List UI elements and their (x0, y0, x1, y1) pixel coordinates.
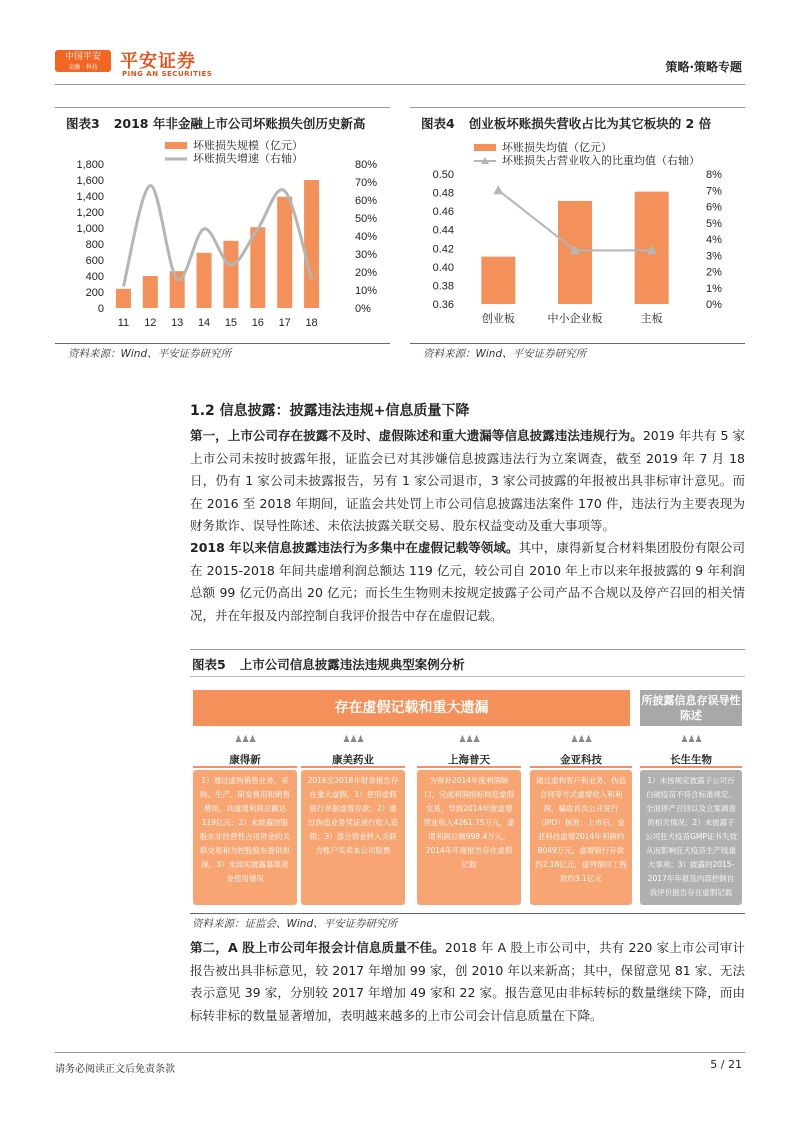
fig4-label: 图表4 (421, 116, 455, 131)
fig3-legend-bar-label: 坏账损失规模（亿元） (193, 140, 303, 152)
fig3-bar (197, 253, 212, 308)
category-misleading (640, 690, 742, 726)
p1-body: 2019 年共有 5 家上市公司未按时披露年报，证监会已对其涉嫌信息披露违法行为立案调查，截至 2019 年 7 月 18 日，仍有 1 家公司未披露报告，另有 1 家公司退市，3 家公司披露的年报被出具非标审计意见。而在 2016 至 2018 年期间，证监会共处罚上市公司信息披露违法案件 170 件，违法行为主要表现为财务欺诈、误导性陈述、未依法披露关联交易、股东权益变动及重大事项等。 (190, 428, 745, 533)
fig3-x-tick-label: 13 (171, 317, 184, 329)
fig3-x-tick-label: 17 (278, 317, 291, 329)
p3-body: 2018 年 A 股上市公司中，共有 220 家上市公司审计报告被出具非标意见，较 2017 年增加 99 家，创 2010 年以来新高；其中，保留意见 81 家、无法表示意见 39 家，分别较 2017 年增加 49 家和 22 家。报告意见由非标转标的数量继续下降，而由标转非标的数量显著增加，表明越来越多的上市公司会计信息质量在下降。 (190, 940, 746, 1023)
fig4-chart (410, 134, 745, 334)
company-logo (55, 50, 111, 72)
fig4-y2-tick-label: 5% (706, 217, 722, 230)
fig5-source: 资料来源：证监会、Wind、平安证券研究所 (192, 918, 398, 930)
fig3-y2-tick-label: 40% (355, 231, 378, 243)
p2-body: 其中，康得新复合材料集团股份有限公司在 2015-2018 年间共虚增利润总额达 119 亿元，较公司自 2010 年上市以来年报披露的 9 年利润总额 99 亿元仍高出 20 亿元；而长生生物则未按规定披露子公司产品不合规以及停产召回的相关情况，并在年报及内部控制自我评价报告中存在虚假记载。 (190, 540, 745, 623)
fig4-bar (481, 257, 515, 304)
company-case-description: 1）通过虚构销售业务、采购、生产、研发费用和销售费用，共虚增利润总额达119亿元；2）未披露控股股东非经营性占用资金的关联交易和为控股股东提供担保；3）未如实披露募集资金使用情况 (193, 770, 297, 905)
logo-subtext: 金融 · 科技 (68, 64, 98, 71)
company-underline (640, 766, 742, 768)
fig3-x-tick-label: 18 (305, 317, 318, 329)
fig3-bar (304, 180, 319, 308)
section-title: 1.2 信息披露：披露违法违规+信息质量下降 (190, 403, 470, 419)
people-icon: ♟♟♟ (570, 735, 592, 745)
fig3-bottom-rule (55, 343, 390, 344)
page-number: 5 / 21 (710, 1058, 742, 1071)
fig3-x-tick-label: 15 (224, 317, 238, 329)
fig3-y-tick-label: 200 (85, 287, 104, 299)
fig4-ratio-marker (493, 185, 503, 194)
fig4-legend-bar-swatch (474, 144, 496, 151)
fig4-y2-tick-label: 0% (706, 299, 722, 311)
company-case-description: 通过虚构客户和业务、伪造合同等方式虚增收入和利润，骗取首次公开发行（IPO）核准；上市后，金亚科技虚增2014年利润约8049万元，虚增银行存款约2.18亿元，虚列预付工程款约3.1亿元 (530, 770, 632, 905)
people-icon: ♟♟♟ (342, 735, 364, 745)
people-icon: ♟♟♟ (680, 735, 702, 745)
fig4-y2-tick-label: 7% (706, 185, 722, 198)
disclaimer-note: 请务必阅读正文后免责条款 (55, 1064, 175, 1075)
fig4-x-tick-label: 中小企业板 (547, 313, 603, 325)
p2-lead: 2018 年以来信息披露违法行为多集中在虚假记载等领域。 (190, 540, 519, 555)
fig3-label: 图表3 (66, 116, 100, 131)
fig3-legend-bar-swatch (165, 142, 187, 149)
fig3-y-tick-label: 1,200 (76, 207, 104, 219)
fig3-bar (116, 289, 131, 308)
company-underline (417, 766, 521, 768)
company-case-description: 1）未按规定披露子公司百白破疫苗不符合标准规定、全面停产召回以及立案调查的相关情况；2）未披露子公司狂犬疫苗GMP证书失效从而影响狂犬疫苗生产线重大事项；3）披露的2015-2017年年报及内部控制自我评价报告存在虚假记载 (640, 770, 742, 905)
category-misleading-label: 所披露信息存误导性陈述 (641, 694, 741, 722)
fig3-y-tick-label: 800 (85, 239, 104, 251)
fig4-y2-tick-label: 6% (706, 201, 722, 214)
fig3-source: 资料来源：Wind、平安证券研究所 (68, 348, 232, 360)
fig3-y-tick-label: 1,600 (76, 175, 104, 187)
fig5-label: 图表5 (192, 657, 226, 672)
fig3-y2-tick-label: 50% (355, 213, 378, 225)
fig4-y-tick-label: 0.44 (432, 224, 454, 237)
fig3-x-tick-label: 11 (117, 317, 130, 329)
paragraph-3 (190, 937, 745, 1027)
report-category: 策略·策略专题 (665, 60, 742, 74)
fig4-y-tick-label: 0.38 (432, 280, 454, 293)
fig4-y2-tick-label: 1% (706, 282, 722, 295)
fig4-y2-tick-label: 3% (706, 250, 722, 263)
fig5-title (192, 655, 465, 673)
fig4-legend-line-label: 坏账损失占营业收入的比重均值（右轴） (502, 155, 700, 167)
fig3-y2-tick-label: 10% (355, 285, 378, 297)
company-underline (193, 766, 297, 768)
fig3-y-tick-label: 1,000 (76, 223, 104, 235)
company-underline (301, 766, 405, 768)
fig4-title-text: 创业板坏账损失营收占比为其它板块的 2 倍 (468, 116, 712, 131)
fig4-y-tick-label: 0.40 (432, 261, 454, 274)
company-name: 金亚科技 (560, 754, 602, 766)
fig4-bottom-rule (410, 343, 745, 344)
fig3-y-tick-label: 1,800 (76, 159, 104, 171)
fig3-y2-tick-label: 60% (355, 195, 378, 207)
footer-divider (55, 1052, 745, 1053)
company-name: 上海普天 (448, 754, 490, 766)
fig4-y-tick-label: 0.42 (432, 243, 454, 256)
company-case-description: 2016至2018年财务报告存在重大虚假，1）使用虚假银行单据虚增存款；2）通过伪造业务凭证进行收入造假；3）部分资金转入关联方账户买卖本公司股票 (301, 770, 405, 905)
header-divider (55, 84, 745, 85)
paragraph-1 (190, 425, 745, 538)
company-underline (530, 766, 632, 768)
fig5-title-text: 上市公司信息披露违法违规典型案例分析 (239, 657, 465, 672)
p1-lead: 第一，上市公司存在披露不及时、虚假陈述和重大遗漏等信息披露违法违规行为。 (190, 428, 643, 443)
fig5-bottom-rule (190, 913, 745, 914)
fig3-chart (55, 134, 395, 334)
fig3-y2-tick-label: 70% (355, 177, 378, 189)
brand-name: 平安证券 (120, 51, 196, 72)
fig4-x-tick-label: 创业板 (481, 313, 515, 325)
category-false-records: 存在虚假记载和重大遗漏 (193, 690, 630, 726)
fig3-x-tick-label: 12 (144, 317, 157, 329)
fig3-legend-line-label: 坏账损失增速（右轴） (193, 153, 303, 165)
fig4-y2-tick-label: 4% (706, 234, 722, 246)
fig4-source: 资料来源：Wind、平安证券研究所 (423, 348, 587, 360)
fig4-y2-tick-label: 8% (706, 169, 722, 181)
fig4-x-tick-label: 主板 (640, 313, 663, 325)
fig3-y2-tick-label: 20% (355, 267, 378, 279)
fig3-bar (143, 276, 158, 308)
people-icon: ♟♟♟ (234, 735, 256, 745)
company-name: 康美药业 (332, 754, 374, 766)
company-name: 康得新 (229, 754, 261, 766)
fig3-y-tick-label: 0 (97, 303, 104, 315)
company-case-description: 为弥补2014年度利润缺口，完成利润指标构造虚假交易，导致2014年度虚增营业收入4261.75万元，虚增利润总额998.4万元。2014年年度报告存在虚假记载 (417, 770, 521, 905)
fig4-y2-tick-label: 2% (706, 266, 722, 279)
paragraph-2 (190, 537, 745, 627)
company-name: 长生生物 (670, 754, 712, 766)
fig3-title-text: 2018 年非金融上市公司坏账损失创历史新高 (113, 116, 366, 131)
p3-lead: 第二，A 股上市公司年报会计信息质量不佳。 (190, 940, 445, 955)
fig4-y-tick-label: 0.36 (432, 299, 454, 311)
fig4-y-tick-label: 0.46 (432, 206, 454, 219)
fig4-title (421, 114, 711, 132)
fig3-bar (277, 197, 292, 308)
logo-text: 中国平安 (64, 52, 101, 62)
fig5-title-rule (190, 676, 745, 677)
fig5-top-rule (190, 649, 745, 650)
fig4-y-tick-label: 0.48 (432, 187, 454, 200)
fig4-y-tick-label: 0.50 (432, 169, 454, 181)
fig3-y2-tick-label: 30% (355, 249, 378, 261)
fig3-y-tick-label: 600 (85, 255, 104, 267)
fig3-y-tick-label: 1,400 (76, 191, 104, 203)
fig3-title (66, 114, 365, 132)
fig3-x-tick-label: 16 (251, 317, 264, 329)
fig3-bar (223, 241, 238, 308)
fig3-y-tick-label: 400 (85, 271, 104, 283)
fig3-top-rule (55, 107, 390, 108)
fig3-y2-tick-label: 80% (355, 159, 378, 171)
fig3-y2-tick-label: 0% (355, 303, 371, 315)
fig4-top-rule (410, 107, 745, 108)
brand-name-en: PING AN SECURITIES (122, 70, 213, 78)
people-icon: ♟♟♟ (458, 735, 480, 745)
fig3-x-tick-label: 14 (197, 317, 211, 329)
fig4-legend-bar-label: 坏账损失均值（亿元） (502, 142, 612, 154)
